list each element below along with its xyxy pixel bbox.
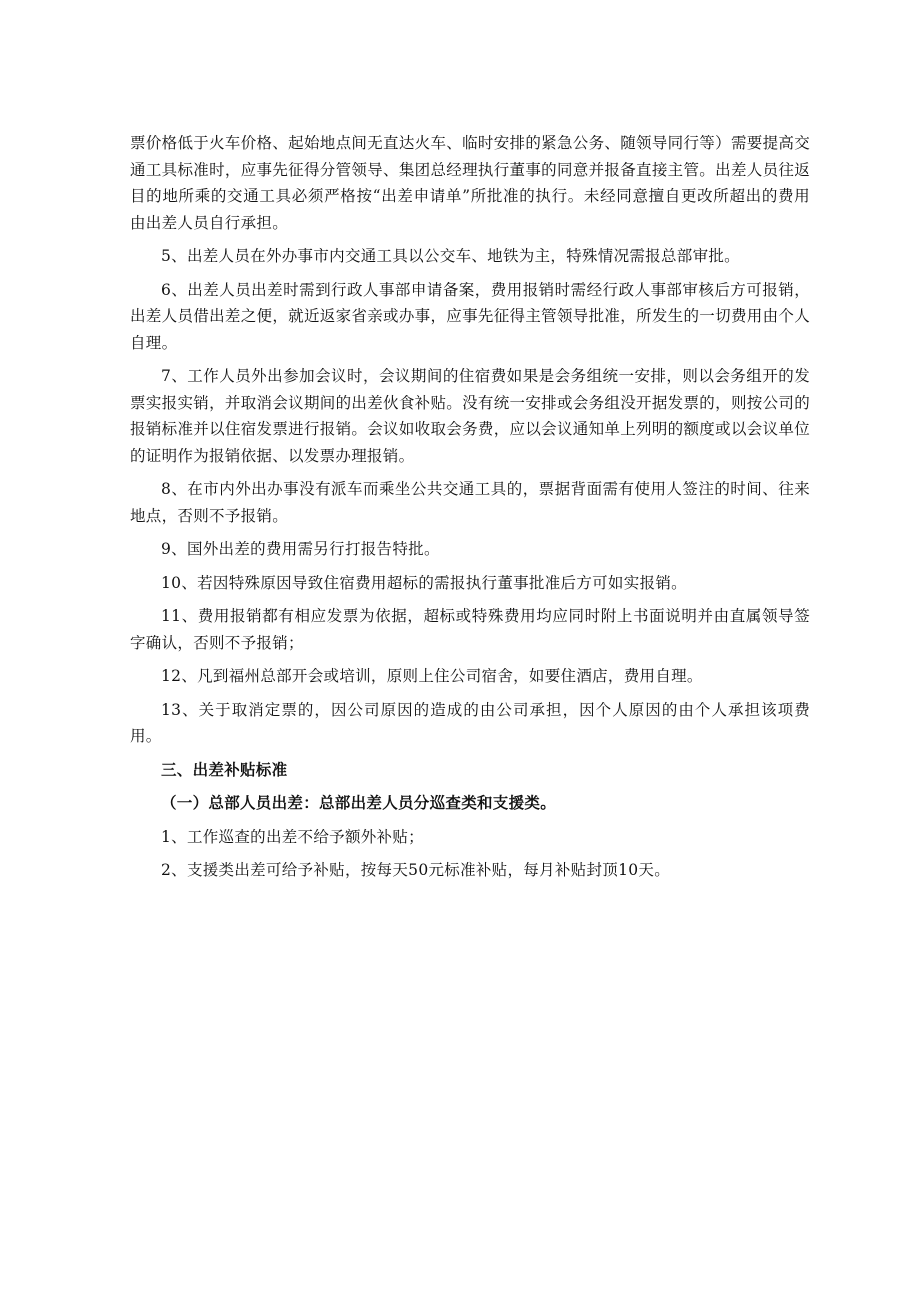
section-title: 三、出差补贴标准 [161, 759, 288, 779]
paragraph-item-7: 7、工作人员外出参加会议时，会议期间的住宿费如果是会务组统一安排，则以会务组开的发票实报实销，并取消会议期间的出差伙食补贴。没有统一安排或会务组没开据发票的，则按公司的报销标准并以住宿发票进行报销。会议如收取会务费，应以会议通知单上列明的额度或以会议单位的证明作为报销依据、以发票办理报销。 [130, 367, 810, 465]
paragraph-item-8: 8、在市内外出办事没有派车而乘坐公共交通工具的，票据背面需有使用人签注的时间、往来地点，否则不予报销。 [130, 480, 810, 525]
paragraph-item-13: 13、关于取消定票的，因公司原因的造成的由公司承担，因个人原因的由个人承担该项费用。 [130, 700, 810, 745]
subsection-title: （一）总部人员出差：总部出差人员分巡查类和支援类。 [161, 793, 557, 812]
document-body [130, 130, 810, 891]
paragraph-item-10: 10、若因特殊原因导致住宿费用超标的需报执行董事批准后方可如实报销。 [161, 573, 687, 592]
paragraph-item-5: 5、出差人员在外办事市内交通工具以公交车、地铁为主，特殊情况需报总部审批。 [161, 247, 740, 265]
subsection-item-2: 2、支援类出差可给予补贴，按每天50元标准补贴，每月补贴封顶10天。 [161, 861, 671, 879]
paragraph-item-6: 6、出差人员出差时需到行政人事部申请备案，费用报销时需经行政人事部审核后方可报销，出差人员借出差之便，就近返家省亲或办事，应事先征得主管领导批准，所发生的一切费用由个人自理。 [130, 280, 810, 352]
subsection-item-1: 1、工作巡查的出差不给予额外补贴； [161, 827, 424, 846]
paragraph-item-11: 11、费用报销都有相应发票为依据，超标或特殊费用均应同时附上书面说明并由直属领导签字确认，否则不予报销； [130, 607, 810, 652]
paragraph-item-12: 12、凡到福州总部开会或培训，原则上住公司宿舍，如要住酒店，费用自理。 [161, 667, 703, 685]
paragraph-transport-standard: 票价格低于火车价格、起始地点间无直达火车、临时安排的紧急公务、随领导同行等）需要提高交通工具标准时，应事先征得分管领导、集团总经理执行董事的同意并报备直接主管。出差人员往返目的地所乘的交通工具必须严格按“出差申请单”所批准的执行。未经同意擅自更改所超出的费用由出差人员自行承担。 [130, 134, 810, 232]
paragraph-item-9: 9、国外出差的费用需另行打报告特批。 [161, 540, 440, 558]
